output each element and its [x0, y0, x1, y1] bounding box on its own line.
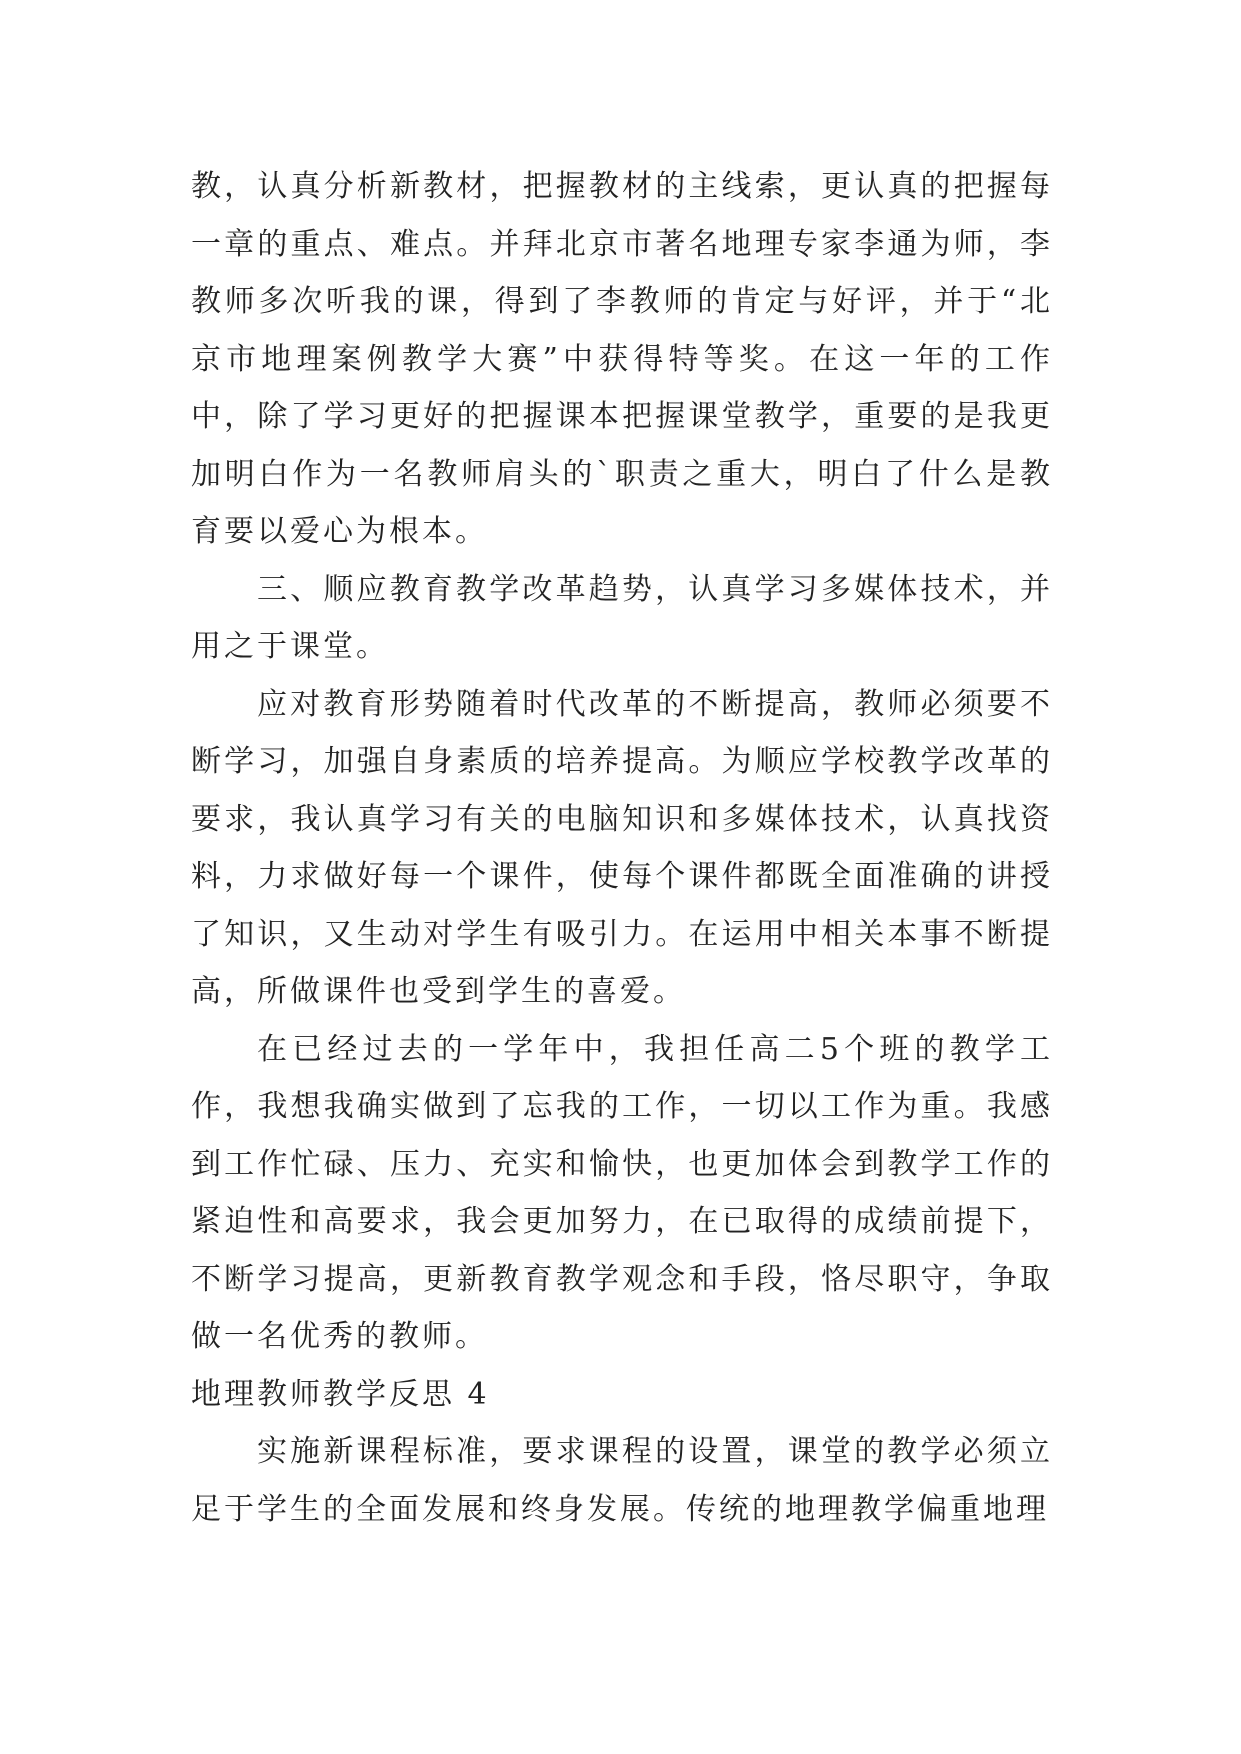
section-heading: 地理教师教学反思 4 — [191, 1376, 490, 1412]
body-paragraph: 实施新课程标准，要求课程的设置，课堂的教学必须立足于学生的全面发展和终身发展。传统的地理教学偏重地理 — [191, 1434, 1053, 1527]
body-paragraph: 教，认真分析新教材，把握教材的主线索，更认真的把握每一章的重点、难点。并拜北京市著名地理专家李通为师，李教师多次听我的课，得到了李教师的肯定与好评，并于“北京市地理案例教学大赛”中获得特等奖。在这一年的工作中，除了学习更好的把握课本把握课堂教学，重要的是我更加明白作为一名教师肩头的`职责之重大，明白了什么是教育要以爱心为根本。 — [191, 169, 1053, 549]
body-paragraph: 应对教育形势随着时代改革的不断提高，教师必须要不断学习，加强自身素质的培养提高。为顺应学校教学改革的要求，我认真学习有关的电脑知识和多媒体技术，认真找资料，力求做好每一个课件，使每个课件都既全面准确的讲授了知识，又生动对学生有吸引力。在运用中相关本事不断提高，所做课件也受到学生的喜爱。 — [191, 686, 1053, 1009]
body-paragraph: 在已经过去的一学年中，我担任高二5个班的教学工作，我想我确实做到了忘我的工作，一切以工作为重。我感到工作忙碌、压力、充实和愉快，也更加体会到教学工作的紧迫性和高要求，我会更加努力，在已取得的成绩前提下，不断学习提高，更新教育教学观念和手段，恪尽职守，争取做一名优秀的教师。 — [191, 1031, 1053, 1354]
section-three-heading-paragraph: 三、顺应教育教学改革趋势，认真学习多媒体技术，并用之于课堂。 — [191, 571, 1053, 664]
document-page — [191, 158, 1053, 1538]
